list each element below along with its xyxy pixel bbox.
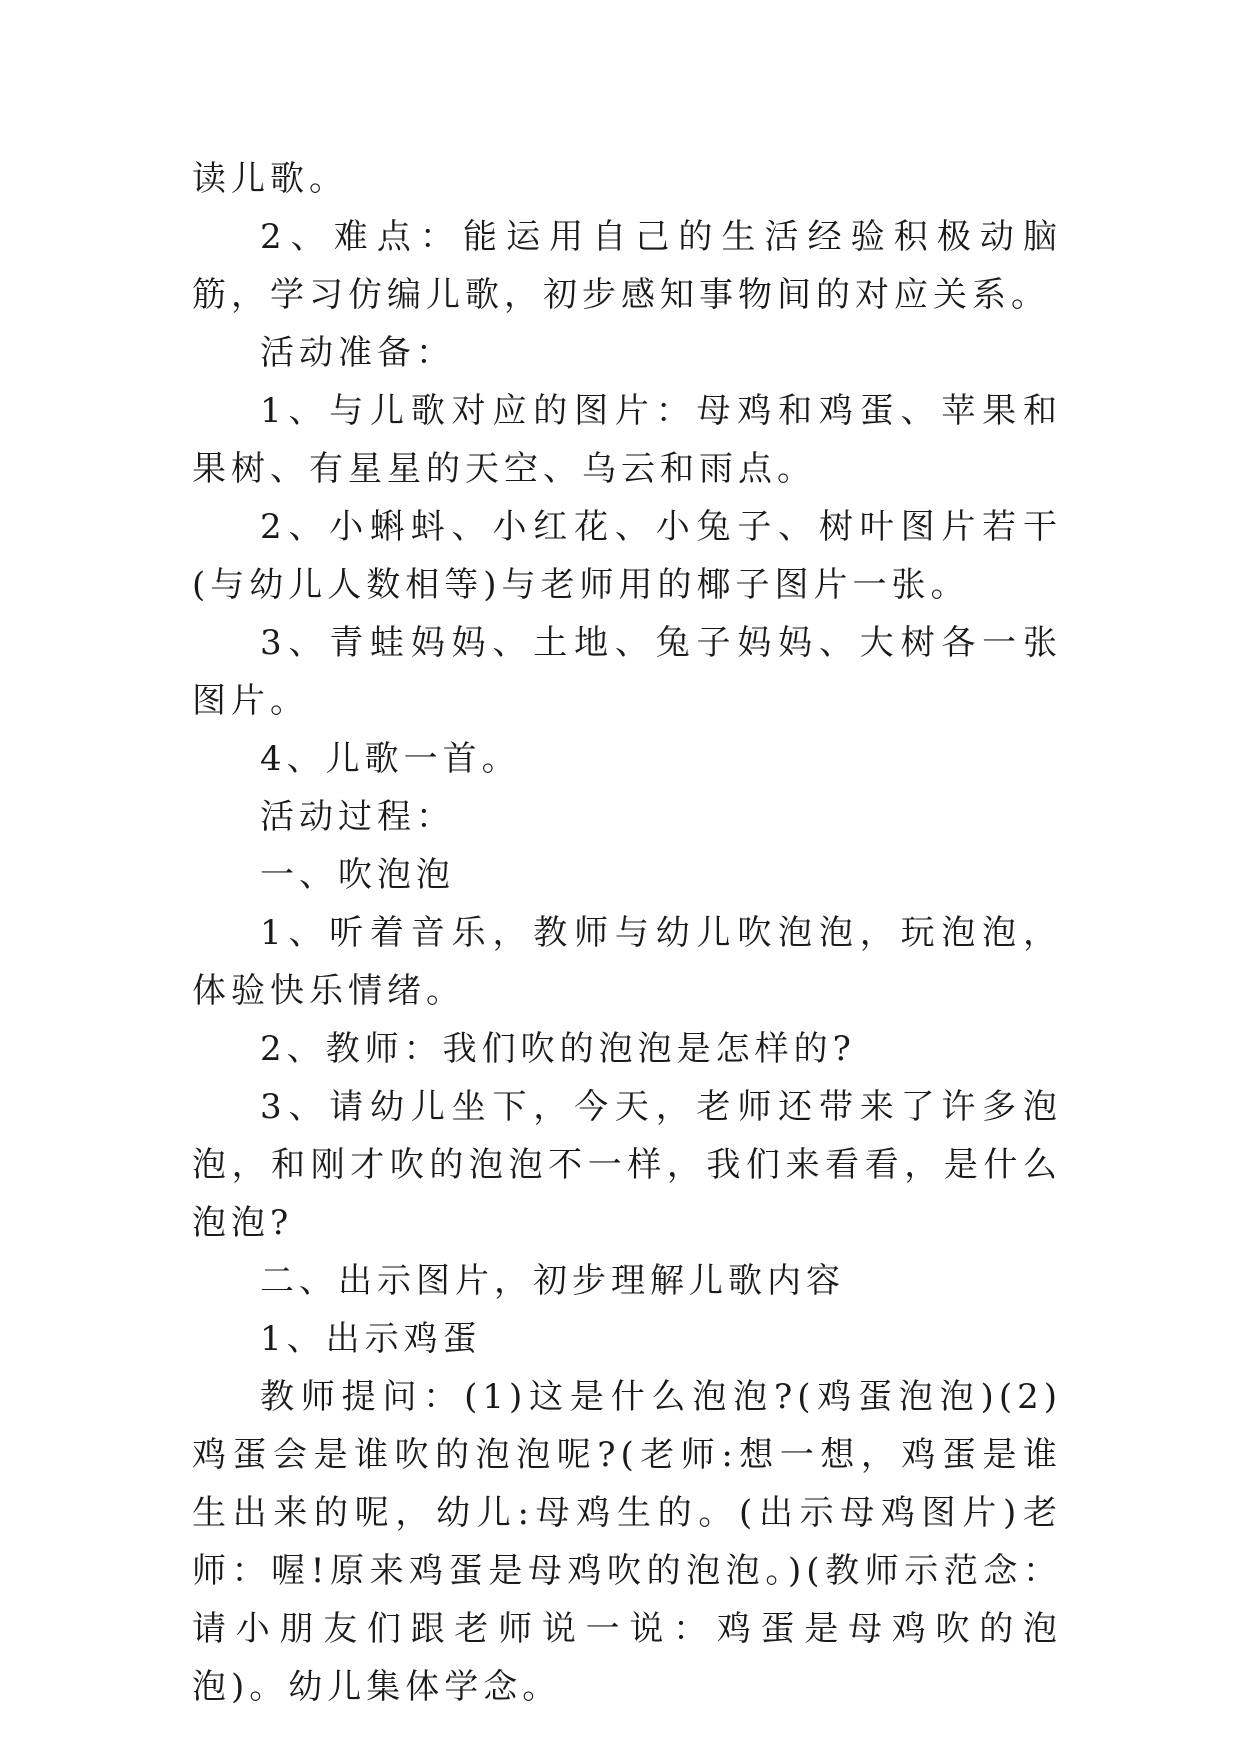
- paragraph: 3、青蛙妈妈、土地、兔子妈妈、大树各一张图片。: [192, 623, 1062, 721]
- paragraph: 4、儿歌一首。: [260, 739, 521, 779]
- section-heading: 活动准备：: [260, 333, 455, 373]
- section-heading: 二、出示图片，初步理解儿歌内容: [260, 1261, 845, 1301]
- paragraph: 1、与儿歌对应的图片：母鸡和鸡蛋、苹果和果树、有星星的天空、乌云和雨点。: [192, 391, 1062, 489]
- paragraph: 读儿歌。: [192, 159, 348, 199]
- section-heading: 活动过程：: [260, 797, 455, 837]
- paragraph: 2、小蝌蚪、小红花、小兔子、树叶图片若干(与幼儿人数相等)与老师用的椰子图片一张。: [192, 507, 1062, 605]
- paragraph: 1、听着音乐，教师与幼儿吹泡泡，玩泡泡，体验快乐情绪。: [192, 913, 1062, 1011]
- section-heading: 一、吹泡泡: [260, 855, 455, 895]
- paragraph: 1、出示鸡蛋: [260, 1319, 482, 1359]
- paragraph: 教师提问：(1)这是什么泡泡?(鸡蛋泡泡)(2)鸡蛋会是谁吹的泡泡呢?(老师:想一想，鸡蛋是谁生出来的呢，幼儿:母鸡生的。(出示母鸡图片)老师：喔!原来鸡蛋是母鸡吹的泡泡。)(教师示范念：请小朋友们跟老师说一说：鸡蛋是母鸡吹的泡泡)。幼儿集体学念。: [192, 1377, 1062, 1707]
- paragraph: 3、请幼儿坐下，今天，老师还带来了许多泡泡，和刚才吹的泡泡不一样，我们来看看，是什么泡泡?: [192, 1087, 1062, 1243]
- paragraph: 2、难点：能运用自己的生活经验积极动脑筋，学习仿编儿歌，初步感知事物间的对应关系。: [192, 217, 1062, 315]
- document-body: [192, 150, 1062, 1716]
- paragraph: 2、教师：我们吹的泡泡是怎样的?: [260, 1029, 856, 1069]
